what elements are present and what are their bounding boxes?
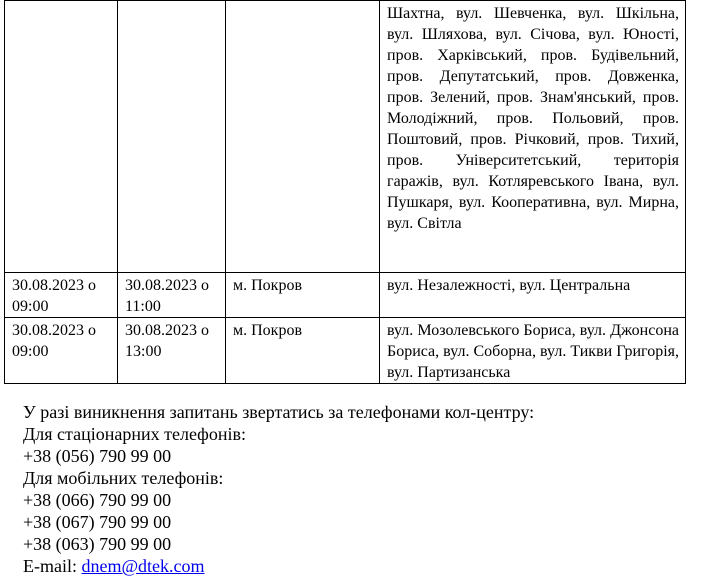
table-row — [5, 273, 686, 318]
outage-start-cell — [5, 1, 118, 273]
outage-start-cell: 30.08.2023 о 09:00 — [5, 273, 118, 318]
landline-label: Для стаціонарних телефонів: — [23, 424, 246, 444]
streets-cell: вул. Незалежності, вул. Центральна — [380, 273, 686, 318]
settlement-cell: м. Покров — [226, 318, 380, 384]
landline-phone: +38 (056) 790 99 00 — [23, 446, 172, 466]
contact-intro: У разі виникнення запитань звертатись за телефонами кол-центру: — [23, 402, 535, 422]
mobile-label: Для мобільних телефонів: — [23, 468, 224, 488]
outage-end-cell: 30.08.2023 о 13:00 — [118, 318, 226, 384]
email-label: E-mail: — [23, 556, 77, 576]
table-row — [5, 318, 686, 384]
settlement-cell: м. Покров — [226, 273, 380, 318]
mobile-phone: +38 (066) 790 99 00 — [23, 490, 172, 510]
settlement-cell — [226, 1, 380, 273]
outage-start-cell: 30.08.2023 о 09:00 — [5, 318, 118, 384]
contact-info — [23, 401, 534, 577]
email-link[interactable]: dnem@dtek.com — [81, 556, 205, 576]
streets-cell: Шахтна, вул. Шевченка, вул. Шкільна, вул. Шляхова, вул. Січова, вул. Юності, пров. Харківський, пров. Будівельний, пров. Депутатський, пров. Довженка, пров. Зелений, пров. Знам'янський, пров. Молодіжний, пров. Польовий, пров. Поштовий, пров. Річковий, пров. Тихий, пров. Університетський, територія гаражів, вул. Котляревського Івана, вул. Пушкаря, вул. Кооперативна, вул. Мирна, вул. Світла — [380, 1, 686, 273]
streets-cell: вул. Мозолевського Бориса, вул. Джонсона Бориса, вул. Соборна, вул. Тикви Григорія, вул. Партизанська — [380, 318, 686, 384]
outage-end-cell: 30.08.2023 о 11:00 — [118, 273, 226, 318]
mobile-phone: +38 (067) 790 99 00 — [23, 512, 172, 532]
email-line — [23, 555, 534, 577]
outage-schedule-table — [4, 0, 686, 384]
table-row — [5, 1, 686, 273]
mobile-phone: +38 (063) 790 99 00 — [23, 534, 172, 554]
outage-end-cell — [118, 1, 226, 273]
